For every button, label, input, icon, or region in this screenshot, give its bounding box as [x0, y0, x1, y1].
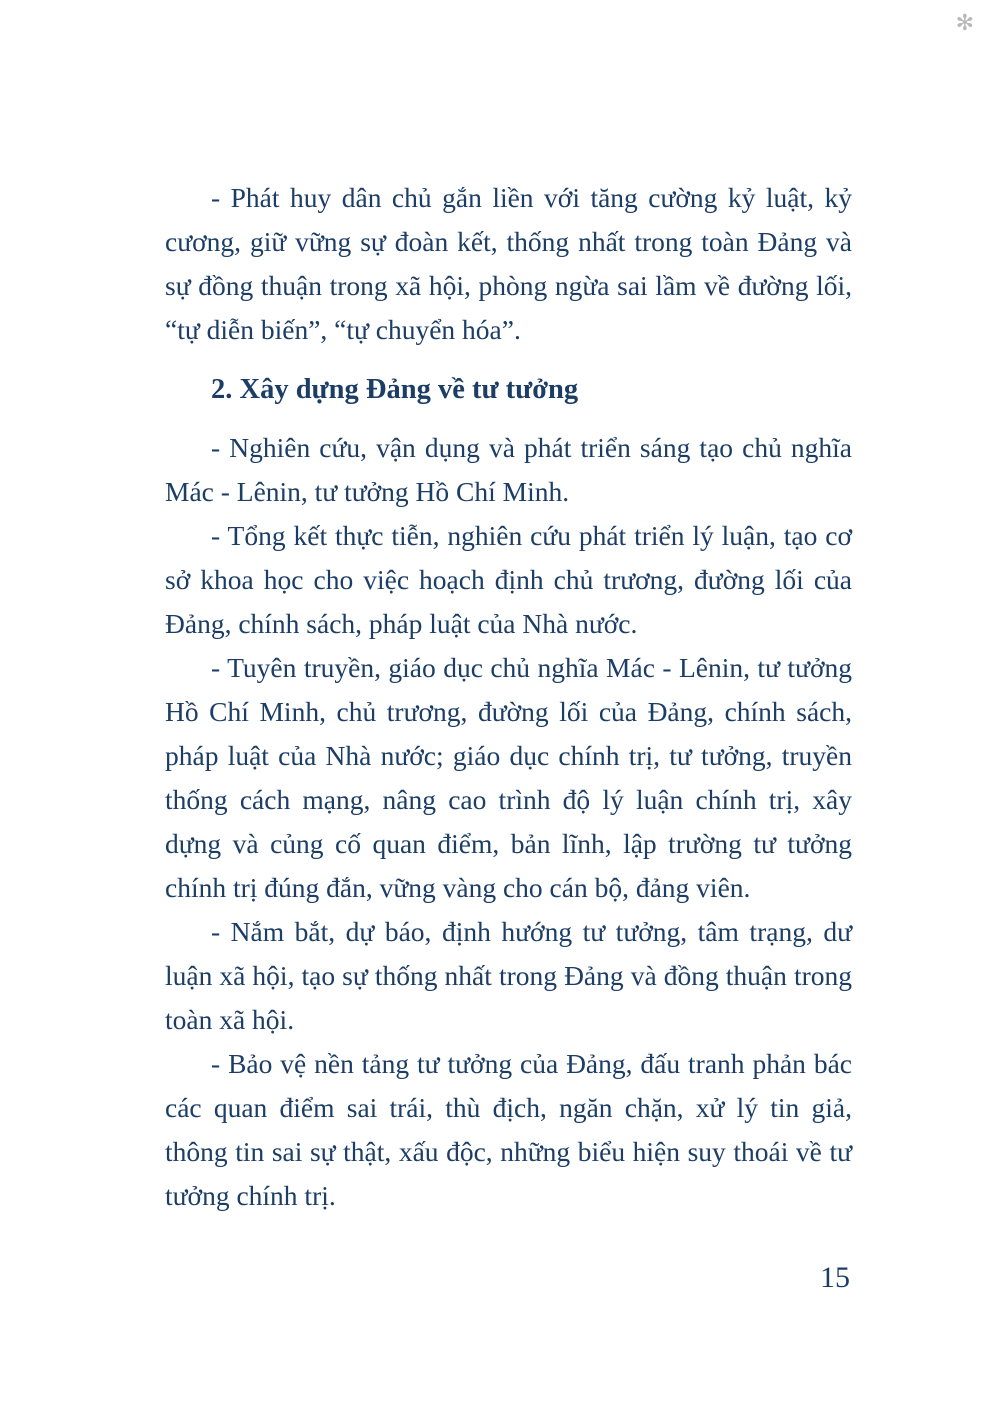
- paragraph-tuyen-truyen-giao-duc: - Tuyên truyền, giáo dục chủ nghĩa Mác - Lênin, tư tưởng Hồ Chí Minh, chủ trương, đường lối của Đảng, chính sách, pháp luật của Nhà nước; giáo dục chính trị, tư tưởng, truyền thống cách mạng, nâng cao trình độ lý luận chính trị, xây dựng và củng cố quan điểm, bản lĩnh, lập trường tư tưởng chính trị đúng đắn, vững vàng cho cán bộ, đảng viên.: [165, 652, 852, 903]
- paragraph-nghien-cuu-van-dung: - Nghiên cứu, vận dụng và phát triển sáng tạo chủ nghĩa Mác - Lênin, tư tưởng Hồ Chí Minh.: [165, 432, 852, 507]
- text-block: [165, 176, 852, 1296]
- paragraph-tong-ket-thuc-tien: - Tổng kết thực tiễn, nghiên cứu phát triển lý luận, tạo cơ sở khoa học cho việc hoạch định chủ trương, đường lối của Đảng, chính sách, pháp luật của Nhà nước.: [165, 520, 852, 639]
- page-number: 15: [820, 1261, 850, 1294]
- section-heading-xay-dung-dang: 2. Xây dựng Đảng về tư tưởng: [211, 374, 579, 405]
- paragraph-nam-bat-du-bao: - Nắm bắt, dự báo, định hướng tư tưởng, tâm trạng, dư luận xã hội, tạo sự thống nhất trong Đảng và đồng thuận trong toàn xã hội.: [165, 916, 852, 1035]
- paragraph-bao-ve-nen-tang: - Bảo vệ nền tảng tư tưởng của Đảng, đấu tranh phản bác các quan điểm sai trái, thù địch, ngăn chặn, xử lý tin giả, thông tin sai sự thật, xấu độc, những biểu hiện suy thoái về tư tưởng chính trị.: [165, 1048, 852, 1211]
- flower-icon: ✻: [955, 10, 974, 35]
- paragraph-phat-huy-dan-chu: - Phát huy dân chủ gắn liền với tăng cường kỷ luật, kỷ cương, giữ vững sự đoàn kết, thống nhất trong toàn Đảng và sự đồng thuận trong xã hội, phòng ngừa sai lầm về đường lối, “tự diễn biến”, “tự chuyển hóa”.: [165, 182, 852, 345]
